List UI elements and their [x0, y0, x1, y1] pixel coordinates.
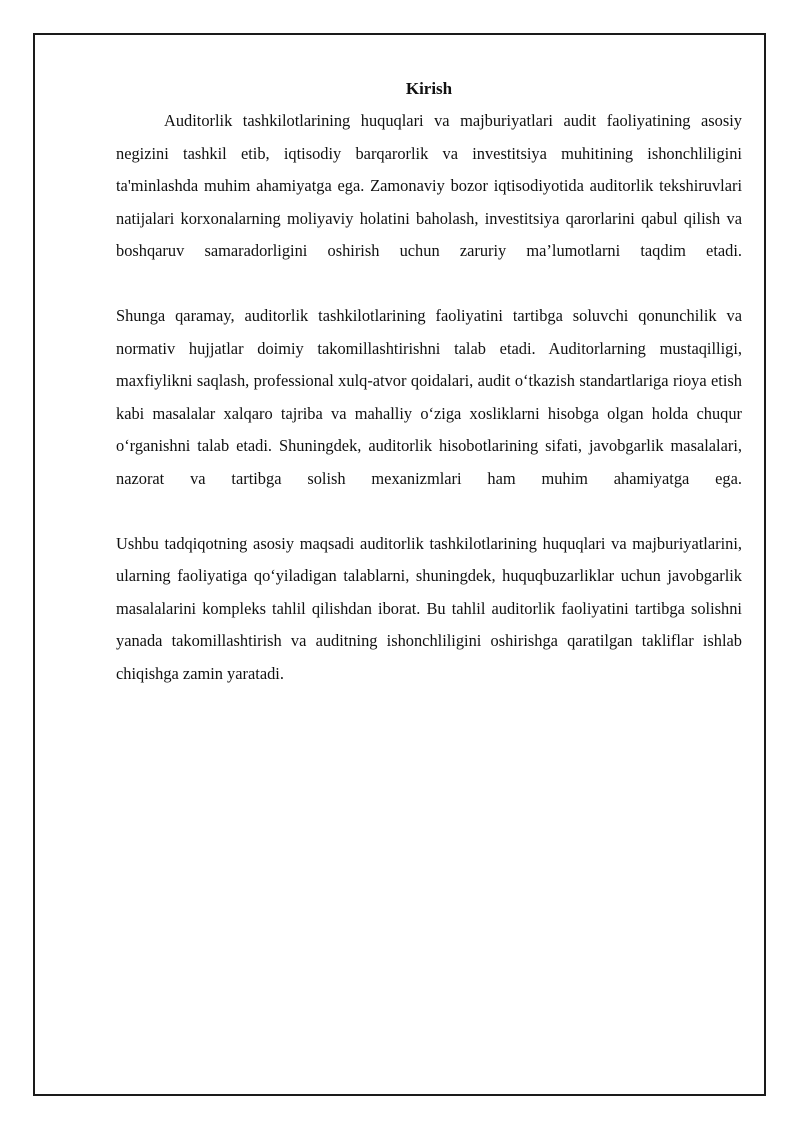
paragraph-regulation: Shunga qaramay, auditorlik tashkilotlarining faoliyatini tartibga soluvchi qonunchilik va normativ hujjatlar doimiy takomillashtirishni talab etadi. Auditorlarning mustaqilligi, maxfiylikni saqlash, professional xulq-atvor qoidalari, audit o‘tkazish standartlariga rioya etish kabi masalalar xalqaro tajriba va mahalliy o‘ziga xosliklarni hisobga olgan holda chuqur o‘rganishni talab etadi. Shuningdek, auditorlik hisobotlarining sifati, javobgarlik masalalari, nazorat va tartibga solish mexanizmlari ham muhim ahamiyatga ega. [116, 306, 742, 488]
section-title: Kirish [405, 79, 453, 98]
paragraph-spacer [116, 268, 742, 301]
paragraph-research-aim: Ushbu tadqiqotning asosiy maqsadi auditorlik tashkilotlarining huquqlari va majburiyatlarini, ularning faoliyatiga qo‘yiladigan talablarni, shuningdek, huquqbuzarliklar uchun javobgarlik masalalarini kompleks tahlil qilishdan iborat. Bu tahlil auditorlik faoliyatini tartibga solishni yanada takomillashtirish va auditning ishonchliligini oshirishga qaratilgan takliflar ishlab chiqishga zamin yaratadi. [116, 533, 742, 683]
paragraph-spacer [116, 495, 742, 528]
paragraph-introduction: Auditorlik tashkilotlarining huquqlari va majburiyatlari audit faoliyatining asosiy negizini tashkil etib, iqtisodiy barqarorlik va investitsiya muhitining ishonchliligini ta'minlashda muhim ahamiyatga ega. Zamonaviy bozor iqtisodiyotida auditorlik tekshiruvlari natijalari korxonalarning moliyaviy holatini baholash, investitsiya qarorlarini qabul qilish va boshqaruv samaradorligini oshirish uchun zaruriy ma’lumotlarni taqdim etadi. [116, 111, 742, 260]
document-body [116, 73, 742, 690]
